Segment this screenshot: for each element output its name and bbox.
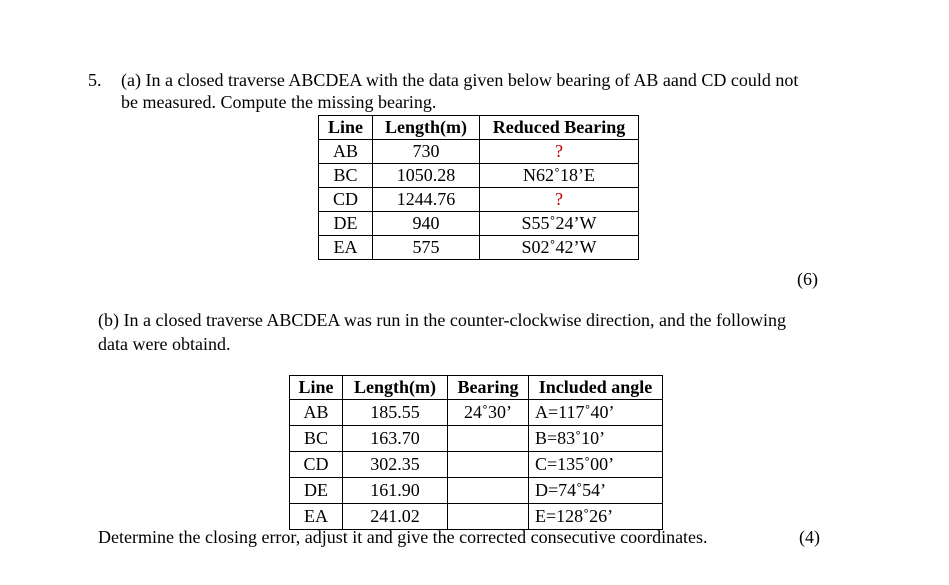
header-reduced-bearing: Reduced Bearing (480, 116, 639, 140)
part-b-marks: (4) (799, 527, 820, 547)
table-row (319, 212, 639, 236)
cell-bearing-missing: ? (480, 188, 639, 212)
part-b-header-row (290, 376, 663, 400)
cell-line: AB (319, 140, 373, 164)
part-a-header-row (319, 116, 639, 140)
cell-bearing: S02˚42’W (480, 236, 639, 260)
table-row (290, 426, 663, 452)
cell-angle: A=117˚40’ (529, 400, 663, 426)
cell-length: 302.35 (343, 452, 448, 478)
cell-bearing (448, 452, 529, 478)
cell-length: 161.90 (343, 478, 448, 504)
part-b-instruction: Determine the closing error, adjust it and give the corrected consecutive coordinates. (98, 527, 708, 547)
cell-line: CD (319, 188, 373, 212)
cell-length: 575 (373, 236, 480, 260)
cell-length: 940 (373, 212, 480, 236)
cell-angle: B=83˚10’ (529, 426, 663, 452)
table-row (319, 188, 639, 212)
part-a-table (318, 115, 639, 260)
header-line: Line (290, 376, 343, 400)
table-row (319, 164, 639, 188)
cell-length: 241.02 (343, 504, 448, 530)
cell-line: DE (319, 212, 373, 236)
cell-line: DE (290, 478, 343, 504)
cell-line: EA (319, 236, 373, 260)
part-a-text-line1: (a) In a closed traverse ABCDEA with the data given below bearing of AB aand CD could not (121, 70, 799, 90)
cell-bearing (448, 426, 529, 452)
cell-bearing (448, 478, 529, 504)
header-length: Length(m) (373, 116, 480, 140)
header-length: Length(m) (343, 376, 448, 400)
cell-line: EA (290, 504, 343, 530)
table-row (290, 400, 663, 426)
header-included-angle: Included angle (529, 376, 663, 400)
cell-length: 185.55 (343, 400, 448, 426)
cell-bearing-missing: ? (480, 140, 639, 164)
cell-line: BC (290, 426, 343, 452)
header-bearing: Bearing (448, 376, 529, 400)
cell-length: 1244.76 (373, 188, 480, 212)
part-a-marks: (6) (797, 269, 818, 289)
part-b-text-line1: (b) In a closed traverse ABCDEA was run in the counter-clockwise direction, and the following (98, 310, 786, 330)
cell-line: CD (290, 452, 343, 478)
table-row (319, 140, 639, 164)
table-row (290, 452, 663, 478)
cell-length: 730 (373, 140, 480, 164)
cell-bearing: 24˚30’ (448, 400, 529, 426)
cell-line: AB (290, 400, 343, 426)
cell-bearing: S55˚24’W (480, 212, 639, 236)
cell-bearing: N62˚18’E (480, 164, 639, 188)
part-b-table (289, 375, 663, 530)
cell-angle: E=128˚26’ (529, 504, 663, 530)
cell-angle: C=135˚00’ (529, 452, 663, 478)
question-number: 5. (88, 70, 102, 90)
cell-line: BC (319, 164, 373, 188)
table-row (290, 478, 663, 504)
part-a-text-line2: be measured. Compute the missing bearing. (121, 92, 437, 112)
table-row (319, 236, 639, 260)
cell-length: 1050.28 (373, 164, 480, 188)
cell-length: 163.70 (343, 426, 448, 452)
header-line: Line (319, 116, 373, 140)
part-b-text-line2: data were obtaind. (98, 334, 231, 354)
cell-angle: D=74˚54’ (529, 478, 663, 504)
